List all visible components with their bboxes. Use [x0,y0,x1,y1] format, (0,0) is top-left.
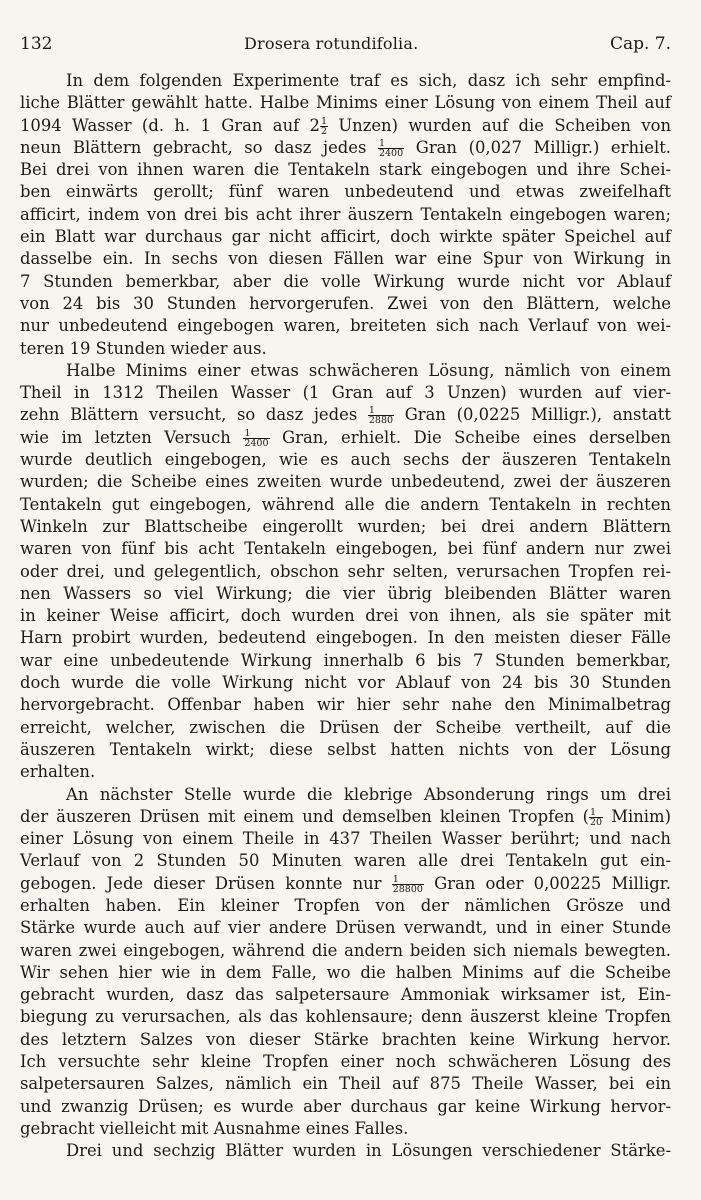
text-line: Bei drei von ihnen waren die Tentakeln stark eingebogen und ihre Schei- [20,160,671,180]
paragraph [20,1140,671,1162]
text-line: 1094 Wasser (d. h. 1 Gran auf 2 $\frac{1}{2}$ Unzen) wurden auf die Scheiben von [20,115,671,137]
text-line: wie im letzten Versuch $\frac{1}{2400}$ Gran, erhielt. Die Scheibe eines derselben [20,427,671,449]
paragraph [20,70,671,360]
text-line: Halbe Minims einer etwas schwächeren Lösung, nämlich von einem [66,360,671,380]
chapter-label: Cap. 7. [609,34,671,54]
text-line: in keiner Weise afficirt, doch wurden drei von ihnen, als sie später mit [20,606,671,626]
text-line: Wir sehen hier wie in dem Falle, wo die halben Minims auf die Scheibe [20,962,671,982]
fraction: $\frac{1}{28800}$ [392,873,423,895]
text-line: gebracht wurden, dasz das salpetersaure Ammoniak wirksamer ist, Ein- [20,985,671,1005]
text-line: 7 Stunden bemerkbar, aber die volle Wirkung wurde nicht vor Ablauf [20,271,671,291]
page-number: 132 [20,34,53,54]
text-line: gebogen. Jede dieser Drüsen konnte nur $\frac{1}{28800}$ Gran oder 0,00225 Milligr. [20,873,671,895]
text-line: neun Blättern gebracht, so dasz jedes $\frac{1}{2400}$ Gran (0,027 Milligr.) erhielt. [20,137,671,159]
text-line: Ich versuchte sehr kleine Tropfen einer noch schwächeren Lösung des [20,1052,671,1072]
text-line: wurden; die Scheibe eines zweiten wurde unbedeutend, zwei der äuszeren [20,472,671,492]
text-line: doch wurde die volle Wirkung nicht vor Ablauf von 24 bis 30 Stunden [20,673,671,693]
text-line: Tentakeln gut eingebogen, während alle die andern Tentakeln in rechten [20,494,671,514]
text-line: ben einwärts gerollt; fünf waren unbedeutend und etwas zweifelhaft [20,182,671,202]
page-header [20,34,671,54]
text-line: biegung zu verursachen, als das kohlensaure; denn äuszerst kleine Tropfen [20,1007,671,1027]
text-line: war eine unbedeutende Wirkung innerhalb 6 bis 7 Stunden bemerkbar, [20,650,671,670]
running-title: Drosera rotundifolia. [244,34,419,53]
text-line: waren zwei eingebogen, während die andern beiden sich niemals bewegten. [20,940,671,960]
text-line: waren von fünf bis acht Tentakeln eingebogen, bei fünf andern nur zwei [20,539,671,559]
text-line: nur unbedeutend eingebogen waren, breiteten sich nach Verlauf von wei- [20,316,671,336]
text-line: Stärke wurde auch auf vier andere Drüsen verwandt, und in einer Stunde [20,918,671,938]
text-line: dasselbe ein. In sechs von diesen Fällen war eine Spur von Wirkung in [20,249,671,269]
paragraph [20,360,671,784]
text-line: liche Blätter gewählt hatte. Halbe Minims einer Lösung von einem Theil auf [20,93,671,113]
text-line: gebracht vielleicht mit Ausnahme eines Falles. [20,1118,409,1138]
body-text [20,70,671,1163]
text-line: und zwanzig Drüsen; es wurde aber durchaus gar keine Wirkung hervor- [20,1096,671,1116]
fraction: $\frac{1}{2880}$ [368,405,394,427]
fraction: $\frac{1}{2400}$ [378,137,404,159]
text-line: teren 19 Stunden wieder aus. [20,338,267,358]
text-line: afficirt, indem von drei bis acht ihrer äuszern Tentakeln eingebogen waren; [20,204,671,224]
text-line: erhalten haben. Ein kleiner Tropfen von der nämlichen Grösze und [20,895,671,915]
text-line: An nächster Stelle wurde die klebrige Absonderung rings um drei [66,784,671,804]
text-line: erhalten. [20,762,96,782]
text-line: nen Wassers so viel Wirkung; die vier übrig bleibenden Blätter waren [20,583,671,603]
text-line: der äuszeren Drüsen mit einem und demselben kleinen Tropfen ( $\frac{1}{20}$ Minim) [20,806,671,828]
text-line: salpetersauren Salzes, nämlich ein Theil auf 875 Theile Wasser, bei ein [20,1074,671,1094]
text-line: hervorgebracht. Offenbar haben wir hier sehr nahe den Minimalbetrag [20,695,671,715]
fraction: $\frac{1}{2}$ [320,115,328,137]
text-line: erreicht, welcher, zwischen die Drüsen der Scheibe vertheilt, auf die [20,717,671,737]
text-line: zehn Blättern versucht, so dasz jedes $\frac{1}{2880}$ Gran (0,0225 Milligr.), anstatt [20,405,671,427]
text-line: wurde deutlich eingebogen, wie es auch sechs der äuszeren Tentakeln [20,450,671,470]
text-line: Theil in 1312 Theilen Wasser (1 Gran auf 3 Unzen) wurden auf vier- [20,383,671,403]
text-line: von 24 bis 30 Stunden hervorgerufen. Zwei von den Blättern, welche [20,293,671,313]
text-line: Drei und sechzig Blätter wurden in Lösungen verschiedener Stärke- [66,1141,671,1161]
text-line: des letztern Salzes von dieser Stärke brachten keine Wirkung hervor. [20,1029,671,1049]
fraction: $\frac{1}{2400}$ [244,427,269,449]
text-line: Verlauf von 2 Stunden 50 Minuten waren alle drei Tentakeln gut ein- [20,851,671,871]
paragraph [20,784,671,1141]
text-line: Winkeln zur Blattscheibe eingerollt wurden; bei drei andern Blättern [20,516,671,536]
text-line: äuszeren Tentakeln wirkt; diese selbst hatten nichts von der Lösung [20,739,671,759]
text-line: ein Blatt war durchaus gar nicht afficirt, doch wirkte später Speichel auf [20,227,671,247]
text-line: einer Lösung von einem Theile in 437 Theilen Wasser berührt; und nach [20,829,671,849]
text-line: In dem folgenden Experimente traf es sich, dasz ich sehr empfind- [66,71,671,90]
text-line: oder drei, und gelegentlich, obschon sehr selten, verursachen Tropfen rei- [20,561,671,581]
fraction: $\frac{1}{20}$ [589,806,603,828]
text-line: Harn probirt wurden, bedeutend eingebogen. In den meisten dieser Fälle [20,628,671,648]
